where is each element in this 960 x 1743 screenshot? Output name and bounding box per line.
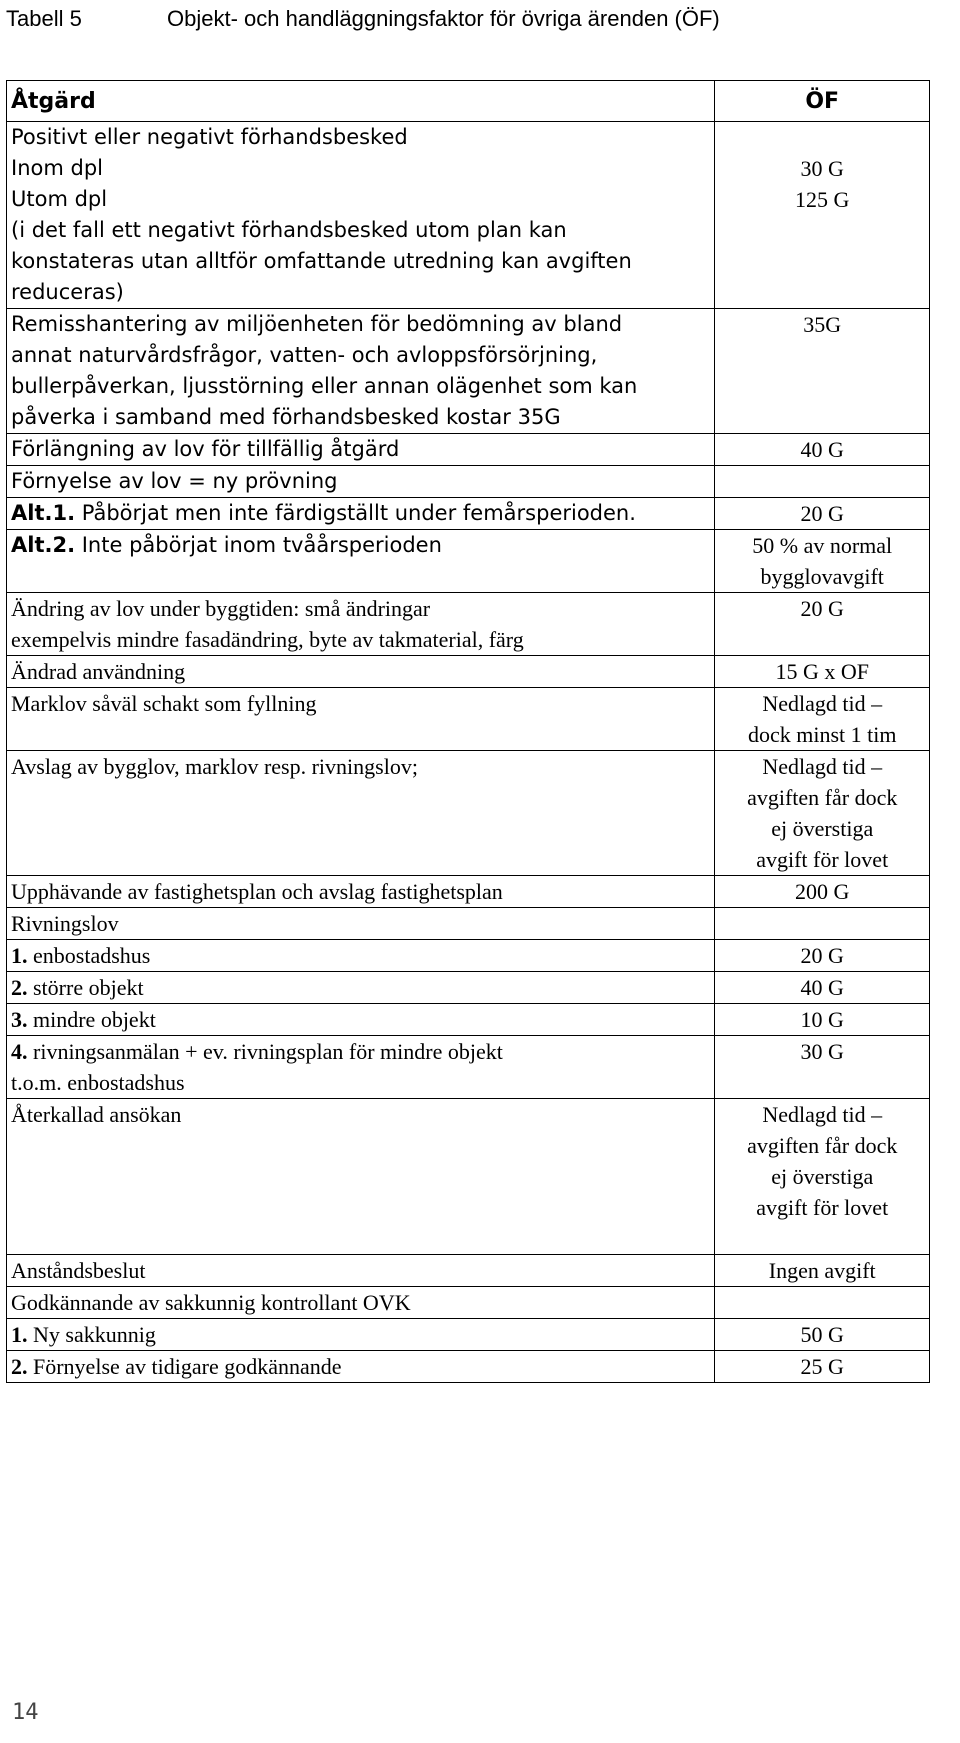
action-cell: [7, 656, 715, 688]
action-line: Ändring av lov under byggtiden: små ändringar: [11, 596, 431, 621]
table-row: [7, 1036, 930, 1099]
fee-cell: [715, 1255, 930, 1287]
fee-cell: [715, 593, 930, 656]
fee-cell: [715, 530, 930, 593]
fee-cell: [715, 1319, 930, 1351]
table-row: [7, 1004, 930, 1036]
action-line: t.o.m. enbostadshus: [11, 1070, 185, 1095]
item-number: 2.: [11, 975, 28, 1000]
action-line: Förnyelse av lov = ny prövning: [11, 469, 338, 493]
fee-cell: [715, 309, 930, 434]
action-text: enbostadshus: [27, 943, 151, 968]
fee-line: [719, 1287, 925, 1318]
action-cell: [7, 122, 715, 309]
table-row: [7, 1099, 930, 1255]
fee-cell: [715, 972, 930, 1004]
fee-line: 30 G: [800, 156, 844, 181]
fee-line: Nedlagd tid –: [762, 691, 883, 716]
fee-line: 125 G: [795, 187, 850, 212]
fee-cell: [715, 876, 930, 908]
table-row: [7, 688, 930, 751]
fee-cell: [715, 656, 930, 688]
action-cell: [7, 876, 715, 908]
table-row: [7, 122, 930, 309]
table-row: [7, 940, 930, 972]
action-line: Marklov såväl schakt som fyllning: [11, 691, 317, 716]
action-line: Positivt eller negativt förhandsbesked: [11, 125, 408, 149]
table-row: [7, 434, 930, 466]
fee-line: avgiften får dock: [747, 1133, 898, 1158]
fee-line: 15 G x OF: [775, 659, 869, 684]
action-cell: [7, 908, 715, 940]
action-text: Förnyelse av tidigare godkännande: [27, 1354, 342, 1379]
page-number: 14: [12, 1700, 39, 1725]
table-row: [7, 593, 930, 656]
alternative-number: Alt.2.: [11, 533, 76, 557]
action-line: bullerpåverkan, ljusstörning eller annan olägenhet som kan: [11, 374, 638, 398]
action-line: Upphävande av fastighetsplan och avslag fastighetsplan: [11, 879, 503, 904]
fee-cell: [715, 1004, 930, 1036]
action-line: Avslag av bygglov, marklov resp. rivningslov;: [11, 754, 418, 779]
column-header-action: Åtgärd: [7, 81, 715, 122]
fee-cell: [715, 1351, 930, 1383]
table-row: [7, 908, 930, 940]
action-text: större objekt: [27, 975, 144, 1000]
table-row: [7, 498, 930, 530]
table-row: [7, 530, 930, 593]
action-line: Godkännande av sakkunnig kontrollant OVK: [11, 1290, 411, 1315]
fee-line: 20 G: [800, 501, 844, 526]
action-line: Inom dpl: [11, 156, 103, 180]
fee-line: [719, 908, 925, 939]
item-number: 2.: [11, 1354, 28, 1379]
table-header-row: [7, 81, 930, 122]
fee-cell: [715, 1036, 930, 1099]
fee-line: bygglovavgift: [760, 564, 884, 589]
action-cell: [7, 1099, 715, 1255]
action-line: Återkallad ansökan: [11, 1102, 182, 1127]
action-cell: [7, 1036, 715, 1099]
table-row: [7, 466, 930, 498]
fee-line: Nedlagd tid –: [762, 1102, 883, 1127]
action-cell: [7, 1004, 715, 1036]
page-heading: [0, 0, 960, 40]
fee-line: 20 G: [800, 596, 844, 621]
fee-line: ej överstiga: [771, 1164, 874, 1189]
action-cell: [7, 940, 715, 972]
fee-cell: [715, 434, 930, 466]
table-row: [7, 751, 930, 876]
fee-line: [719, 466, 925, 497]
fee-line: 10 G: [800, 1007, 844, 1032]
action-line: Anståndsbeslut: [11, 1258, 146, 1283]
table-label: Tabell 5: [6, 6, 82, 31]
action-line: (i det fall ett negativt förhandsbesked utom plan kan: [11, 218, 567, 242]
action-text: Påbörjat men inte färdigställt under femårsperioden.: [75, 501, 636, 525]
fee-cell: [715, 466, 930, 498]
fee-line: avgift för lovet: [756, 1195, 889, 1220]
column-header-fee: ÖF: [715, 81, 930, 122]
fee-line: 50 G: [800, 1322, 844, 1347]
table-row: [7, 972, 930, 1004]
item-number: 3.: [11, 1007, 28, 1032]
fee-table: [6, 80, 930, 1383]
action-cell: [7, 1255, 715, 1287]
fee-cell: [715, 940, 930, 972]
action-line: Utom dpl: [11, 187, 108, 211]
fee-cell: [715, 1287, 930, 1319]
action-line: reduceras): [11, 280, 124, 304]
fee-line: 50 % av normal: [752, 533, 893, 558]
action-text: mindre objekt: [27, 1007, 156, 1032]
fee-line: 35G: [803, 312, 842, 337]
table-row: [7, 309, 930, 434]
action-cell: [7, 466, 715, 498]
fee-line: avgiften får dock: [747, 785, 898, 810]
action-cell: [7, 309, 715, 434]
fee-line: 40 G: [800, 975, 844, 1000]
fee-cell: [715, 688, 930, 751]
fee-line: dock minst 1 tim: [747, 722, 897, 747]
fee-line: avgift för lovet: [756, 847, 889, 872]
table-row: [7, 1351, 930, 1383]
action-line: påverka i samband med förhandsbesked kostar 35G: [11, 405, 561, 429]
action-cell: [7, 688, 715, 751]
item-number: 4.: [11, 1039, 28, 1064]
fee-cell: [715, 908, 930, 940]
table-title: Objekt- och handläggningsfaktor för övriga ärenden (ÖF): [167, 6, 720, 31]
fee-cell: [715, 498, 930, 530]
action-cell: [7, 498, 715, 530]
fee-cell: [715, 1099, 930, 1255]
fee-cell: [715, 122, 930, 309]
action-line: Ändrad användning: [11, 659, 186, 684]
table-row: [7, 876, 930, 908]
action-cell: [7, 972, 715, 1004]
action-line: Rivningslov: [11, 911, 119, 936]
action-cell: [7, 434, 715, 466]
fee-line: 20 G: [800, 943, 844, 968]
fee-line: [719, 122, 925, 153]
action-cell: [7, 593, 715, 656]
action-cell: [7, 530, 715, 593]
fee-line: Nedlagd tid –: [762, 754, 883, 779]
action-text: rivningsanmälan + ev. rivningsplan för mindre objekt: [27, 1039, 503, 1064]
fee-line: Ingen avgift: [768, 1258, 876, 1283]
item-number: 1.: [11, 943, 28, 968]
table-row: [7, 1319, 930, 1351]
action-text: Inte påbörjat inom tvåårsperioden: [75, 533, 442, 557]
fee-line: 40 G: [800, 437, 844, 462]
item-number: 1.: [11, 1322, 28, 1347]
fee-line: 30 G: [800, 1039, 844, 1064]
fee-line: 200 G: [795, 879, 850, 904]
action-cell: [7, 1351, 715, 1383]
action-line: Förlängning av lov för tillfällig åtgärd: [11, 437, 400, 461]
alternative-number: Alt.1.: [11, 501, 76, 525]
action-cell: [7, 1319, 715, 1351]
action-cell: [7, 1287, 715, 1319]
table-row: [7, 1255, 930, 1287]
action-line: annat naturvårdsfrågor, vatten- och avloppsförsörjning,: [11, 343, 598, 367]
table-row: [7, 1287, 930, 1319]
action-cell: [7, 751, 715, 876]
action-line: Remisshantering av miljöenheten för bedömning av bland: [11, 312, 623, 336]
fee-line: ej överstiga: [771, 816, 874, 841]
table-row: [7, 656, 930, 688]
fee-cell: [715, 751, 930, 876]
action-line: exempelvis mindre fasadändring, byte av takmaterial, färg: [11, 627, 524, 652]
action-line: konstateras utan alltför omfattande utredning kan avgiften: [11, 249, 632, 273]
action-text: Ny sakkunnig: [27, 1322, 156, 1347]
fee-line: 25 G: [800, 1354, 844, 1379]
